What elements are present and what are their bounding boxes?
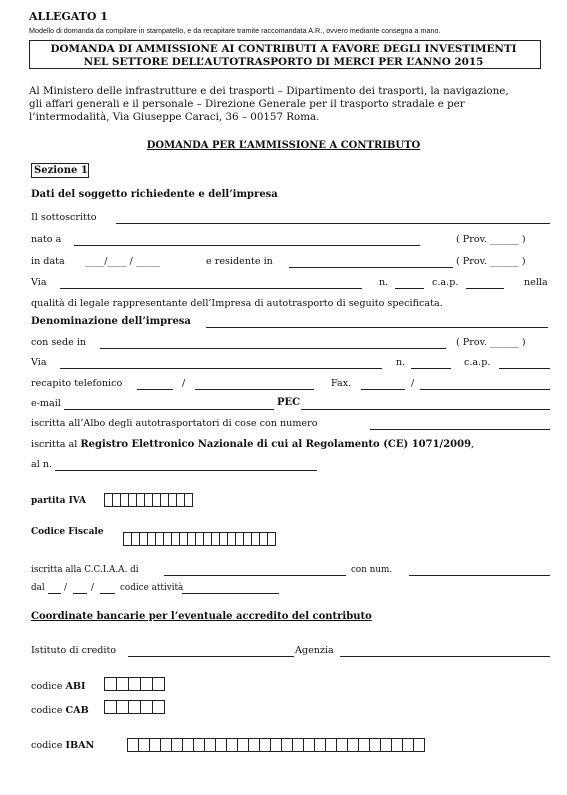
residente-field[interactable]	[289, 267, 453, 268]
dal-slash-2: /	[91, 583, 94, 593]
cciaa-field[interactable]	[164, 575, 346, 576]
bank-heading: Coordinate bancarie per l’eventuale accredito del contributo	[31, 611, 372, 622]
fax-slash: /	[411, 378, 415, 389]
cab-pre: codice	[31, 705, 63, 716]
prov-3[interactable]: ( Prov. ______ )	[456, 337, 526, 348]
section-subtitle: Dati del soggetto richiedente e dell’impresa	[31, 189, 278, 200]
agenzia-field[interactable]	[340, 656, 550, 657]
fax-prefix-field[interactable]	[361, 389, 405, 390]
dal-day-field[interactable]	[48, 593, 61, 594]
dal-label: dal	[31, 583, 45, 593]
doc-heading: DOMANDA PER L’AMMISSIONE A CONTRIBUTO	[146, 140, 421, 151]
istituto-label: Istituto di credito	[31, 645, 117, 656]
con-num-field[interactable]	[409, 575, 550, 576]
cap-field-2[interactable]	[499, 368, 550, 369]
prov-1[interactable]: ( Prov. ______ )	[456, 234, 526, 245]
numero-label-2: n.	[396, 357, 406, 368]
iban-boxes[interactable]	[127, 738, 424, 752]
section-label: Sezione 1	[34, 165, 88, 176]
abi-boxes[interactable]	[104, 677, 164, 691]
codice-fiscale-label: Codice Fiscale	[31, 527, 104, 537]
via-label-2: Via	[31, 357, 47, 368]
telefono-prefix-field[interactable]	[137, 389, 173, 390]
nella-label: nella	[524, 277, 548, 288]
email-field[interactable]	[64, 409, 274, 410]
telefono-label: recapito telefonico	[31, 378, 123, 389]
al-n-label: al n.	[31, 459, 53, 470]
cap-label-2: c.a.p.	[464, 357, 491, 368]
iban-pre: codice	[31, 740, 63, 751]
sede-field[interactable]	[100, 348, 446, 349]
address-line-1: Al Ministero delle infrastrutture e dei trasporti – Dipartimento dei trasporti, la navigazione,	[29, 85, 509, 97]
cciaa-label: iscritta alla C.C.I.A.A. di	[31, 565, 139, 575]
agenzia-label: Agenzia	[295, 645, 334, 656]
pec-field[interactable]	[301, 409, 550, 410]
cab-bold: CAB	[65, 705, 89, 716]
qualita-text: qualità di legale rappresentante dell’Impresa di autotrasporto di seguito specificata.	[31, 298, 443, 309]
registro-bold: Registro Elettronico Nazionale di cui al Regolamento (CE) 1071/2009	[80, 439, 472, 450]
istituto-field[interactable]	[128, 656, 294, 657]
sottoscritto-label: Il sottoscritto	[31, 212, 97, 223]
partita-iva-boxes[interactable]	[104, 493, 192, 507]
partita-iva-label: partita IVA	[31, 496, 87, 506]
cap-field[interactable]	[466, 288, 504, 289]
via-label: Via	[31, 277, 47, 288]
via-field[interactable]	[60, 288, 362, 289]
denominazione-label: Denominazione dell’impresa	[31, 316, 191, 327]
prov-2[interactable]: ( Prov. ______ )	[456, 256, 526, 267]
codice-attivita-label: codice attività	[120, 583, 184, 593]
numero-label: n.	[379, 277, 389, 288]
cab-boxes[interactable]	[104, 700, 164, 714]
numero-field[interactable]	[395, 288, 424, 289]
in-data-label: in data	[31, 256, 65, 267]
numero-field-2[interactable]	[411, 368, 451, 369]
address-line-2: gli affari generali e il personale – Direzione Generale per il trasporto stradale e per	[29, 98, 465, 110]
sottoscritto-field[interactable]	[116, 223, 550, 224]
nato-a-field[interactable]	[74, 245, 420, 246]
codice-attivita-field[interactable]	[182, 593, 279, 594]
abi-bold: ABI	[65, 681, 86, 692]
nato-a-label: nato a	[31, 234, 62, 245]
denominazione-field[interactable]	[206, 327, 548, 328]
registro-post: ,	[471, 439, 475, 450]
fax-number-field[interactable]	[420, 389, 550, 390]
date-field[interactable]: ____/____ / _____	[85, 256, 160, 267]
cap-label: c.a.p.	[432, 277, 459, 288]
abi-label	[31, 682, 86, 692]
registro-pre: iscritta al	[31, 439, 78, 450]
title-line-1: DOMANDA DI AMMISSIONE AI CONTRIBUTI A FAVORE DEGLI INVESTIMENTI	[50, 43, 517, 55]
al-n-field[interactable]	[55, 470, 317, 471]
fax-label: Fax.	[331, 378, 352, 389]
pec-label: PEC	[277, 397, 301, 408]
abi-pre: codice	[31, 681, 63, 692]
title-line-2: NEL SETTORE DELL’AUTOTRASPORTO DI MERCI PER L’ANNO 2015	[83, 56, 484, 68]
con-num-label: con num.	[351, 565, 393, 575]
telefono-slash: /	[182, 378, 186, 389]
via-field-2[interactable]	[60, 368, 382, 369]
iban-bold: IBAN	[65, 740, 95, 751]
dal-year-field[interactable]	[100, 593, 115, 594]
iban-label	[31, 741, 94, 751]
telefono-number-field[interactable]	[195, 389, 314, 390]
registro-text	[31, 440, 474, 450]
dal-month-field[interactable]	[73, 593, 87, 594]
allegato-label: ALLEGATO 1	[29, 10, 108, 23]
instructions-note: Modello di domanda da compilare in stampatello, e da recapitare tramite raccomandata A.R., ovvero mediante consegna a mano.	[29, 26, 441, 35]
residente-label: e residente in	[206, 256, 273, 267]
cab-label	[31, 706, 89, 716]
address-line-3: l’intermodalità, Via Giuseppe Caraci, 36 – 00157 Roma.	[29, 111, 320, 123]
albo-label: iscritta all’Albo degli autotrasportatori di cose con numero	[31, 418, 318, 429]
sede-label: con sede in	[31, 337, 87, 348]
codice-fiscale-boxes[interactable]	[123, 532, 275, 546]
dal-slash-1: /	[64, 583, 67, 593]
email-label: e-mail	[31, 398, 61, 409]
albo-field[interactable]	[370, 429, 550, 430]
